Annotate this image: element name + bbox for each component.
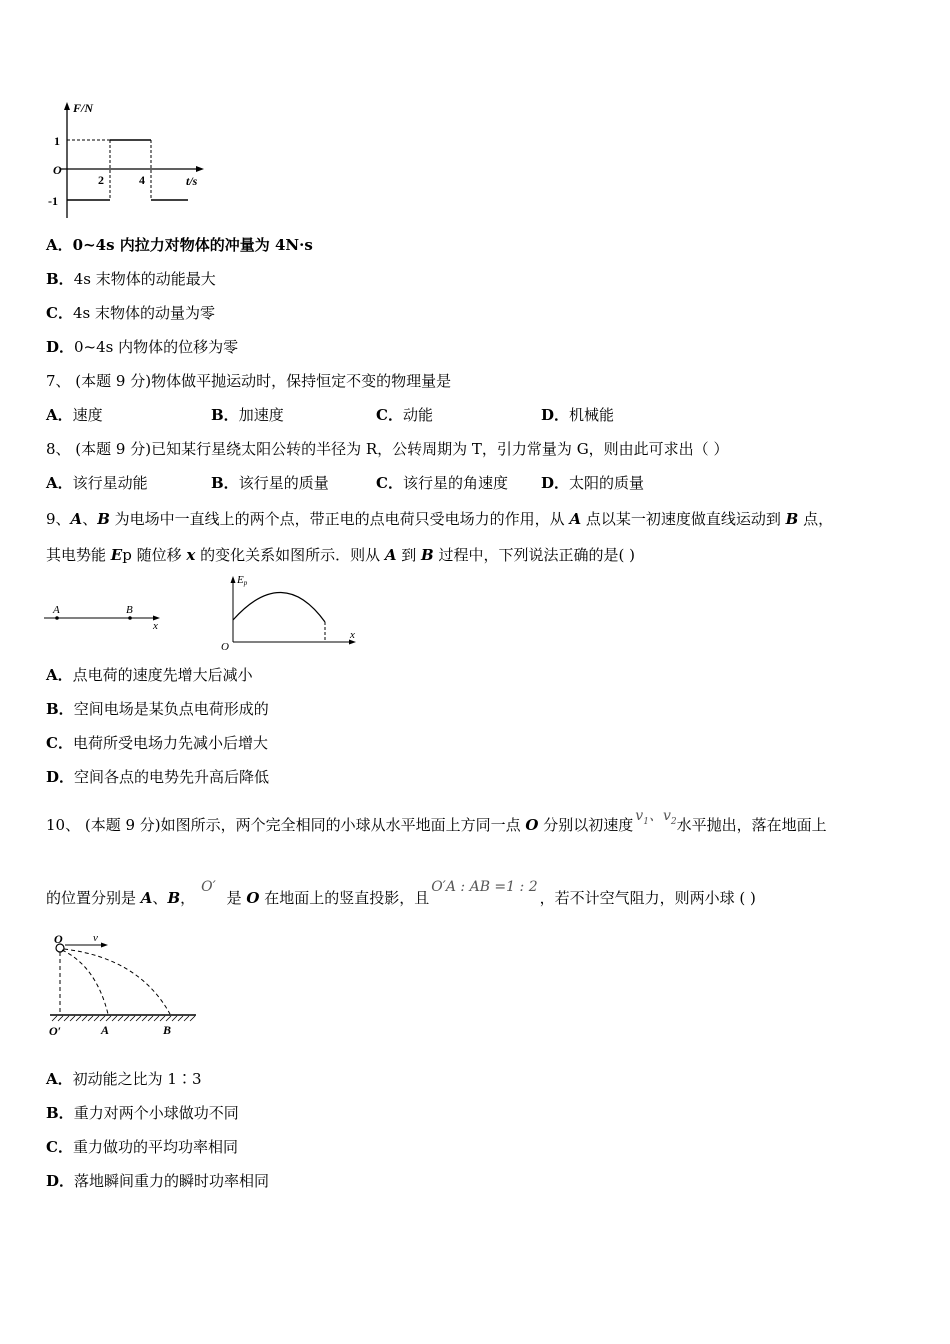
q10-option-b: B．重力对两个小球做功不同 — [46, 1104, 239, 1122]
q10-stem-line1: 10、 (本题 9 分)如图所示，两个完全相同的小球从水平地面上方同一点 O 分别以初速度 $v_1$、$v_2$水平抛出，落在地面上 — [46, 808, 827, 834]
q6-option-c: C．4s 末物体的动量为零 — [46, 304, 215, 322]
v2-symbol: $v_2$ — [662, 808, 677, 827]
q8-option-b: B．该行星的质量 — [211, 474, 329, 492]
y-axis-label: F/N — [73, 101, 94, 115]
a-label: A — [101, 1023, 110, 1037]
x-tick-2: 2 — [98, 173, 104, 187]
q8-option-c: C．该行星的角速度 — [376, 474, 508, 492]
q9-stem-line1: 9、A、B 为电场中一直线上的两个点，带正电的点电荷只受电场力的作用，从 A 点以某一初速度做直线运动到 B 点， — [46, 510, 834, 528]
point-b-label: B — [126, 604, 133, 616]
q7-option-a: A．速度 — [46, 406, 103, 424]
q9-energy-graph — [218, 572, 363, 652]
q7-option-b: B．加速度 — [211, 406, 284, 424]
q10-stem-line2: 的位置分别是 A、B，O′ 是 O 在地面上的竖直投影，且O′A : AB =1 : 2，若不计空气阻力，则两小球 ( ) — [46, 879, 756, 907]
x-tick-4: 4 — [139, 173, 145, 187]
q9-option-a: A．点电荷的速度先增大后减小 — [46, 666, 253, 684]
ep-label: Ep — [237, 574, 248, 587]
point-a-label: A — [53, 604, 60, 616]
q8-option-d: D．太阳的质量 — [541, 474, 645, 492]
q8-stem: 8、 (本题 9 分)已知某行星绕太阳公转的半径为 R，公转周期为 T，引力常量为 G，则由此可求出（ ） — [46, 440, 729, 458]
q10-option-a: A．初动能之比为 1∶3 — [46, 1070, 202, 1088]
x-label: x — [350, 629, 355, 641]
y-tick-1: 1 — [54, 134, 60, 148]
q9-stem-line2: 其电势能 Ep 随位移 x 的变化关系如图所示．则从 A 到 B 过程中，下列说法正确的是( ) — [46, 546, 635, 564]
ratio-expression: O′A : AB =1 : 2 — [431, 879, 538, 895]
q9-line-figure — [40, 598, 170, 634]
origin-label: O — [221, 641, 229, 652]
b-label: B — [163, 1023, 172, 1037]
q9-option-d: D．空间各点的电势先升高后降低 — [46, 768, 270, 786]
q7-stem: 7、 (本题 9 分)物体做平抛运动时，保持恒定不变的物理量是 — [46, 372, 452, 390]
force-time-graph — [40, 98, 210, 228]
q10-projectile-figure — [44, 930, 204, 1042]
o-prime-symbol: O′ — [201, 879, 216, 895]
q8-options — [46, 472, 644, 494]
q9-option-c: C．电荷所受电场力先减小后增大 — [46, 734, 268, 752]
q6-option-a: A．0~4s 内拉力对物体的冲量为 4N·s — [46, 236, 313, 254]
v-label: v — [93, 932, 98, 944]
o-prime-label: O′ — [49, 1024, 62, 1038]
q6-option-d: D．0~4s 内物体的位移为零 — [46, 338, 239, 356]
q7-option-c: C．动能 — [376, 406, 433, 424]
y-tick-neg1: -1 — [48, 194, 58, 208]
q10-option-c: C．重力做功的平均功率相同 — [46, 1138, 238, 1156]
v1-symbol: $v_1$ — [635, 808, 649, 827]
x-axis-label: t/s — [186, 174, 198, 188]
q7-options — [46, 404, 614, 426]
q6-option-b: B．4s 末物体的动能最大 — [46, 270, 216, 288]
q8-option-a: A．该行星动能 — [46, 474, 148, 492]
q7-option-d: D．机械能 — [541, 406, 615, 424]
x-label: x — [153, 620, 158, 632]
origin-label: O — [53, 163, 62, 177]
o-label: O — [54, 932, 63, 946]
q9-option-b: B．空间电场是某负点电荷形成的 — [46, 700, 269, 718]
q10-option-d: D．落地瞬间重力的瞬时功率相同 — [46, 1172, 270, 1190]
